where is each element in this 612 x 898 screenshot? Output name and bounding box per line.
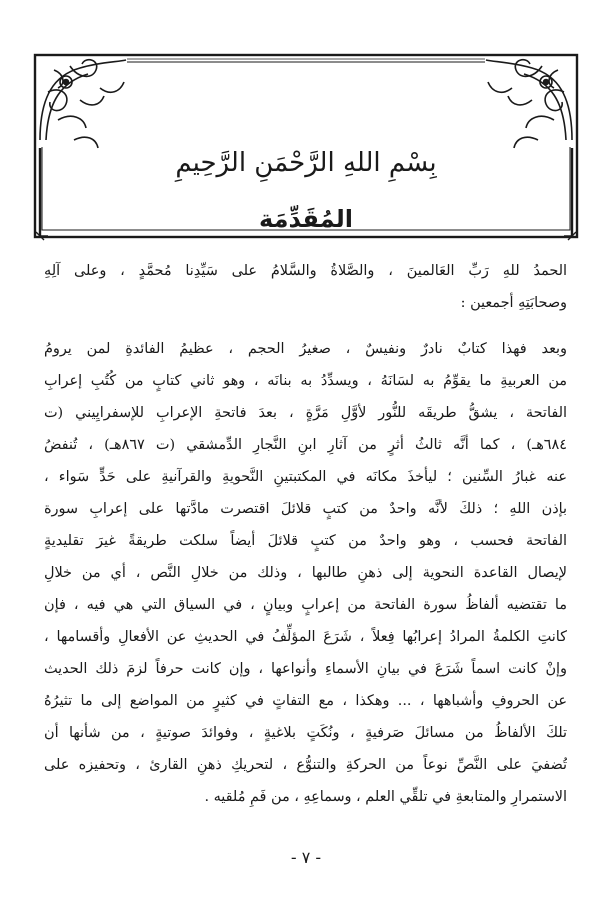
text-line: تُضفيَ على النَّصِّ نوعاً من الحركةِ والتنوُّع ، لتحريكِ ذهنِ القارئ ، وتحفيزه على bbox=[44, 757, 567, 773]
text-line: ٦٨٤هـ) ، كما أنَّه ثالثُ أثرٍ من آثارِ ابنِ النَّجارِ الدِّمشقي (ت ٨٦٧هـ) ، تُنفضُ bbox=[44, 437, 567, 453]
text-line: بإذن اللهِ ؛ ذلكَ لأنَّه واحدٌ من كتبٍ قلائلَ اقتصرت مادَّتها على إعرابِ سورة bbox=[44, 501, 567, 517]
text-line: وصحابَتِهِ أجمعين : bbox=[460, 295, 567, 311]
text-line: لإيصال القاعدة النحوية إلى ذهنِ طالبها ، وذلك من خلالِ النَّص ، أي من خلالِ bbox=[44, 565, 567, 581]
text-line: عن الحروفِ وأشباهها ، ... وهكذا ، مع التفاتٍ في كثيرٍ من المواضع إلى ما تثيرُهُ bbox=[44, 693, 567, 709]
page-title: المُقَدِّمَة bbox=[259, 205, 353, 233]
text-line: كانتِ الكلمةُ المرادُ إعرابُها فِعلاً ، شَرَعَ المؤلِّفُ في الحديثِ عن الأفعالِ وأقسامها ، bbox=[44, 629, 567, 645]
basmala: بِسْمِ اللهِ الرَّحْمَنِ الرَّحِيمِ bbox=[175, 148, 437, 178]
page-number: - ٧ - bbox=[290, 848, 322, 867]
text-line: ما تقتضيه ألفاظُ سورة الفاتحة من إعرابٍ وبيانٍ ، في السياق التي هي فيه ، فإن bbox=[44, 597, 567, 613]
text-line: الفاتحة فحسب ، وهو واحدٌ من كتبٍ قلائلَ أيضاً سلكت طريقةً غيرَ تقليديةٍ bbox=[44, 533, 567, 549]
text-line: تلكَ الألفاظُ من مسائلَ صَرفيةٍ ، ونُكَتٍ بلاغيةٍ ، وفوائدَ صوتيةٍ ، من شأنها أن bbox=[44, 725, 567, 741]
text-line: وإنْ كانت اسماً شَرَعَ في بيانِ الأسماءِ وأنواعها ، وإن كانت حرفاً لزمَ ذلك الحديث bbox=[44, 661, 567, 677]
text-line: الاستمرارِ والمتابعةِ في تلقِّي العلم ، وسماعِهِ ، من فَمِ مُلقيه . bbox=[204, 789, 567, 805]
text-line: الحمدُ للهِ رَبِّ العَالمينَ ، والصَّلاةُ والسَّلامُ على سَيِّدِنا مُحمَّدٍ ، وعلى آلِهِ bbox=[44, 263, 567, 279]
text-line: وبعد فهذا كتابٌ نادرٌ ونفيسٌ ، صغيرُ الحجم ، عظيمُ الفائدةِ لمن يرومُ bbox=[44, 341, 567, 357]
text-line: الفاتحة ، يشقُّ طريقَه للنُّور لأوَّلِ مَرَّةٍ ، بعدَ فاتحةِ الإعرابِ للإسفرايِيني (ت bbox=[44, 405, 567, 421]
text-line: من العربيةِ ما يقوِّمُ به لسَانَهُ ، ويسدِّدُ به بنانَه ، وهو ثاني كتابٍ من كُتُبِ إعرابِ bbox=[44, 373, 567, 389]
body-text bbox=[44, 255, 567, 813]
text-line: عنه غبارُ السِّنين ؛ ليأخذَ مكانَه في المكتبتينِ النَّحويةِ والقرآنيةِ على حَدٍّ سَواء ، bbox=[44, 469, 567, 485]
